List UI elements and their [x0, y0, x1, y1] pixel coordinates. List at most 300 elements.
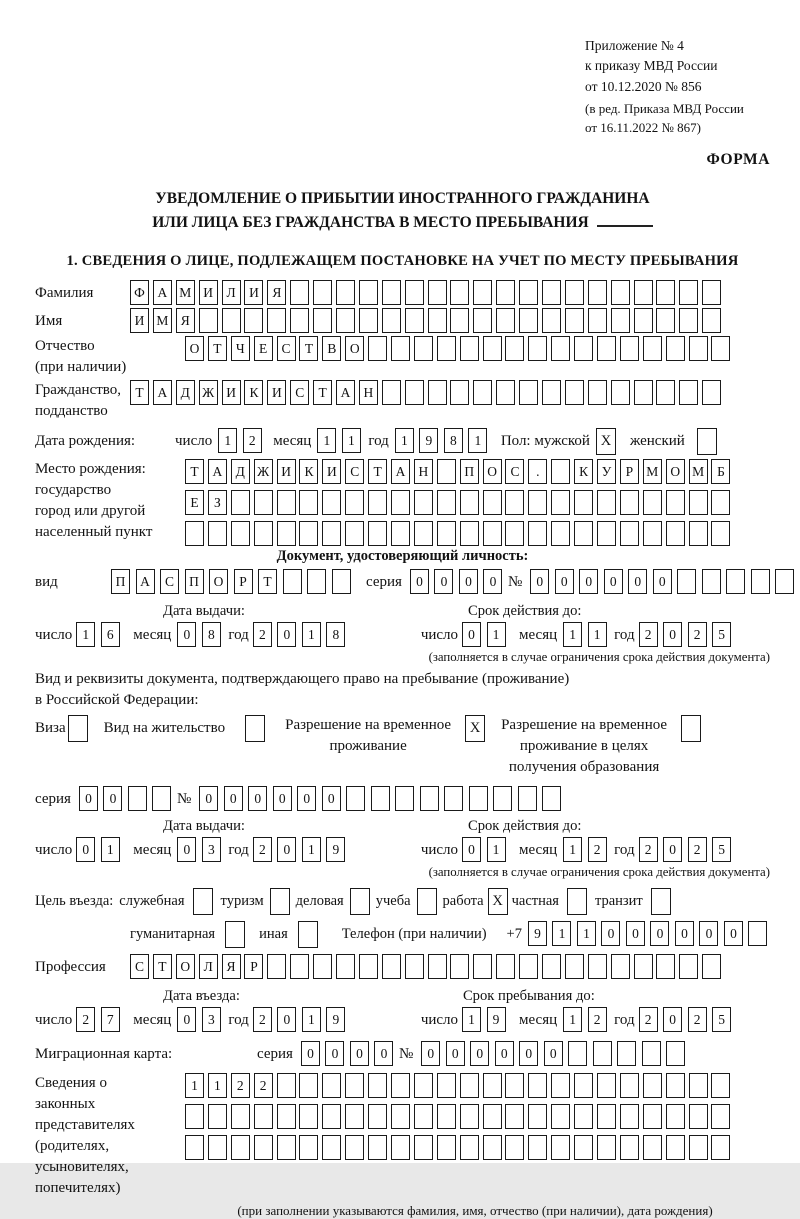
- char-box: [483, 521, 502, 546]
- representatives-boxes: [185, 1073, 734, 1160]
- char-box: [565, 954, 584, 979]
- char-box: А: [336, 380, 355, 405]
- char-box: [689, 1073, 708, 1098]
- char-box: М: [153, 308, 172, 333]
- char-box: 0: [410, 569, 429, 594]
- char-box: 1: [563, 622, 582, 647]
- char-box: [593, 1041, 612, 1066]
- citizenship-label-line-1: Гражданство,: [35, 382, 122, 399]
- temp-permit-label-line-1: Разрешение на временное: [285, 717, 452, 734]
- char-box: [254, 521, 273, 546]
- char-box: И: [277, 459, 296, 484]
- char-box: 1: [302, 622, 321, 647]
- char-box: 0: [519, 1041, 538, 1066]
- char-box: [643, 336, 662, 361]
- char-box: [588, 380, 607, 405]
- char-box: [611, 280, 630, 305]
- char-box: [382, 954, 401, 979]
- residence-permit-label: Вид на жительство: [103, 720, 226, 737]
- char-box: 0: [297, 786, 316, 811]
- char-box: [368, 1104, 387, 1129]
- citizenship-row: [35, 380, 770, 422]
- char-box: [283, 569, 302, 594]
- char-box: [450, 380, 469, 405]
- residence-issue-month-boxes: [177, 837, 226, 862]
- char-box: [597, 336, 616, 361]
- birth-month-boxes: [317, 428, 366, 453]
- char-box: [611, 954, 630, 979]
- char-box: [568, 1041, 587, 1066]
- char-box: [666, 1041, 685, 1066]
- identity-doc-number-label: №: [507, 574, 523, 591]
- char-box: [679, 308, 698, 333]
- char-box: А: [391, 459, 410, 484]
- char-box: [505, 490, 524, 515]
- char-box: [405, 380, 424, 405]
- char-box: [185, 1104, 204, 1129]
- char-box: 1: [588, 622, 607, 647]
- char-box: 0: [199, 786, 218, 811]
- char-box: [414, 1104, 433, 1129]
- char-box: [391, 1073, 410, 1098]
- identity-doc-type-boxes: [111, 569, 356, 594]
- char-box: [528, 1073, 547, 1098]
- sex-male-label: Пол: мужской: [500, 433, 590, 450]
- char-box: 0: [653, 569, 672, 594]
- char-box: [677, 569, 696, 594]
- char-box: [574, 1135, 593, 1160]
- char-box: [332, 569, 351, 594]
- char-box: [322, 490, 341, 515]
- char-box: 1: [563, 1007, 582, 1032]
- char-box: [428, 308, 447, 333]
- char-box: [368, 336, 387, 361]
- char-box: 8: [444, 428, 463, 453]
- char-box: [382, 380, 401, 405]
- char-box: [588, 308, 607, 333]
- char-box: [208, 521, 227, 546]
- char-box: 1: [342, 428, 361, 453]
- char-box: [473, 954, 492, 979]
- char-box: 1: [218, 428, 237, 453]
- char-box: 0: [277, 1007, 296, 1032]
- month-label: месяц: [519, 842, 558, 859]
- char-box: И: [322, 459, 341, 484]
- char-box: [574, 1073, 593, 1098]
- representatives-label-line-1: Сведения о: [35, 1075, 107, 1092]
- char-box: [542, 308, 561, 333]
- char-box: С: [290, 380, 309, 405]
- char-box: [496, 380, 515, 405]
- appendix-header: [585, 36, 770, 137]
- char-box: [382, 280, 401, 305]
- char-box: [437, 336, 456, 361]
- char-box: [460, 490, 479, 515]
- char-box: 0: [177, 622, 196, 647]
- char-box: [391, 1104, 410, 1129]
- edu-permit-label-line-2: проживание в целях: [519, 738, 649, 755]
- stay-month-boxes: [563, 1007, 612, 1032]
- char-box: И: [130, 308, 149, 333]
- char-box: И: [222, 380, 241, 405]
- char-box: [597, 490, 616, 515]
- char-box: О: [483, 459, 502, 484]
- char-box: Я: [176, 308, 195, 333]
- char-box: [689, 521, 708, 546]
- char-box: 1: [208, 1073, 227, 1098]
- purpose-work-label: работа: [442, 893, 484, 910]
- char-box: [483, 336, 502, 361]
- char-box: [313, 954, 332, 979]
- purpose-humanitarian-label: гуманитарная: [130, 926, 216, 943]
- char-box: [551, 1104, 570, 1129]
- day-label: число: [420, 1012, 459, 1029]
- char-box: 0: [462, 622, 481, 647]
- char-box: [505, 1135, 524, 1160]
- migration-number-boxes: [421, 1041, 691, 1066]
- char-box: 9: [326, 837, 345, 862]
- char-box: [528, 1135, 547, 1160]
- char-box: 0: [322, 786, 341, 811]
- char-box: Ж: [254, 459, 273, 484]
- entry-purpose-row: [35, 888, 770, 915]
- char-box: [313, 280, 332, 305]
- char-box: [231, 1135, 250, 1160]
- char-box: [346, 786, 365, 811]
- char-box: Р: [244, 954, 263, 979]
- entry-date-header: Дата въезда:: [163, 988, 240, 1005]
- char-box: С: [277, 336, 296, 361]
- char-box: 1: [468, 428, 487, 453]
- char-box: [231, 490, 250, 515]
- char-box: 9: [419, 428, 438, 453]
- char-box: [359, 280, 378, 305]
- char-box: 0: [446, 1041, 465, 1066]
- char-box: [528, 1104, 547, 1129]
- char-box: [634, 380, 653, 405]
- char-box: Я: [222, 954, 241, 979]
- char-box: 0: [224, 786, 243, 811]
- char-box: М: [689, 459, 708, 484]
- char-box: 0: [103, 786, 122, 811]
- day-label: число: [420, 842, 459, 859]
- identity-doc-date-headers: [35, 603, 770, 620]
- char-box: Т: [153, 954, 172, 979]
- char-box: [574, 490, 593, 515]
- month-label: месяц: [519, 627, 558, 644]
- char-box: [290, 308, 309, 333]
- birth-place-label-line-1: Место рождения:: [35, 461, 146, 478]
- citizenship-label-line-2: подданство: [35, 403, 108, 420]
- char-box: [254, 1135, 273, 1160]
- residence-issue-year-boxes: [253, 837, 351, 862]
- surname-label: Фамилия: [35, 285, 94, 302]
- char-box: [208, 1104, 227, 1129]
- char-box: [505, 1073, 524, 1098]
- char-box: П: [460, 459, 479, 484]
- char-box: 0: [544, 1041, 563, 1066]
- entry-day-boxes: [76, 1007, 125, 1032]
- char-box: 0: [301, 1041, 320, 1066]
- char-box: 9: [487, 1007, 506, 1032]
- char-box: [199, 308, 218, 333]
- checkbox-purpose-work: X: [488, 888, 508, 915]
- birth-place-boxes: [185, 459, 734, 546]
- char-box: [405, 308, 424, 333]
- edu-permit-label-line-3: получения образования: [508, 759, 660, 776]
- char-box: [542, 954, 561, 979]
- char-box: 5: [712, 837, 731, 862]
- migration-card-row: [35, 1041, 770, 1067]
- year-label: год: [228, 842, 249, 859]
- month-label: месяц: [273, 433, 312, 450]
- char-box: [551, 459, 570, 484]
- char-box: 0: [699, 921, 718, 946]
- char-box: [267, 954, 286, 979]
- char-box: 1: [185, 1073, 204, 1098]
- char-box: 2: [253, 1007, 272, 1032]
- char-box: [588, 954, 607, 979]
- representatives-label-line-2: законных: [35, 1096, 96, 1113]
- purpose-tourism-label: туризм: [220, 893, 264, 910]
- char-box: 2: [243, 428, 262, 453]
- char-box: 0: [277, 837, 296, 862]
- char-box: [620, 490, 639, 515]
- stay-year-boxes: [639, 1007, 737, 1032]
- char-box: [711, 1104, 730, 1129]
- residence-number-boxes: [199, 786, 567, 811]
- char-box: [405, 280, 424, 305]
- residence-expiry-year-boxes: [639, 837, 737, 862]
- form-title-line-2: ИЛИ ЛИЦА БЕЗ ГРАЖДАНСТВА В МЕСТО ПРЕБЫВАНИЯ: [152, 214, 589, 232]
- char-box: 0: [663, 837, 682, 862]
- char-box: Я: [267, 280, 286, 305]
- char-box: К: [244, 380, 263, 405]
- profession-boxes: [130, 954, 725, 979]
- char-box: [307, 569, 326, 594]
- char-box: [643, 1104, 662, 1129]
- identity-expiry-header: Срок действия до:: [467, 603, 582, 620]
- phone-label: Телефон (при наличии): [341, 926, 487, 943]
- char-box: О: [176, 954, 195, 979]
- char-box: М: [176, 280, 195, 305]
- char-box: [620, 336, 639, 361]
- char-box: [642, 1041, 661, 1066]
- representatives-label-line-5: усыновителях,: [35, 1159, 129, 1176]
- char-box: [391, 521, 410, 546]
- representatives-label: [35, 1073, 185, 1199]
- residence-doc-line-2: в Российской Федерации:: [35, 692, 199, 709]
- char-box: 2: [688, 622, 707, 647]
- char-box: [611, 380, 630, 405]
- char-box: [711, 490, 730, 515]
- identity-doc-dates-row: [35, 622, 770, 648]
- representatives-label-line-6: попечителях): [35, 1180, 121, 1197]
- year-label: год: [368, 433, 389, 450]
- char-box: 1: [302, 1007, 321, 1032]
- residence-expiry-note: (заполняется в случае ограничения срока действия документа): [428, 865, 770, 880]
- char-box: [634, 308, 653, 333]
- char-box: [128, 786, 147, 811]
- char-box: 0: [628, 569, 647, 594]
- char-box: [496, 954, 515, 979]
- day-label: число: [35, 842, 73, 859]
- char-box: 1: [563, 837, 582, 862]
- char-box: [711, 1135, 730, 1160]
- char-box: И: [199, 280, 218, 305]
- year-label: год: [228, 1012, 249, 1029]
- patronymic-row: [35, 336, 770, 378]
- migration-series-label: серия: [257, 1046, 293, 1063]
- temp-permit-label-line-2: проживание: [329, 738, 407, 755]
- char-box: [322, 521, 341, 546]
- char-box: З: [208, 490, 227, 515]
- checkbox-purpose-study: [417, 888, 437, 915]
- char-box: [368, 521, 387, 546]
- entry-year-boxes: [253, 1007, 351, 1032]
- patronymic-label: [35, 336, 185, 378]
- char-box: [277, 490, 296, 515]
- char-box: [185, 1135, 204, 1160]
- entry-date-headers: [35, 988, 770, 1005]
- char-box: [528, 336, 547, 361]
- stay-day-boxes: [462, 1007, 511, 1032]
- char-box: [359, 954, 378, 979]
- char-box: А: [153, 380, 172, 405]
- char-box: [711, 1073, 730, 1098]
- char-box: Е: [254, 336, 273, 361]
- char-box: [620, 1073, 639, 1098]
- residence-series-boxes: [79, 786, 177, 811]
- char-box: О: [345, 336, 364, 361]
- char-box: 0: [459, 569, 478, 594]
- char-box: [368, 1073, 387, 1098]
- char-box: [656, 380, 675, 405]
- representatives-boxes-row-3: [185, 1135, 734, 1160]
- birth-place-boxes-row-2: [185, 490, 734, 515]
- char-box: [775, 569, 794, 594]
- appendix-line-4: (в ред. Приказа МВД России: [585, 100, 744, 116]
- checkbox-female: [697, 428, 717, 455]
- char-box: 2: [588, 837, 607, 862]
- char-box: [711, 521, 730, 546]
- char-box: [689, 336, 708, 361]
- char-box: 1: [395, 428, 414, 453]
- appendix-line-3: от 10.12.2020 № 856: [585, 78, 702, 94]
- char-box: [565, 280, 584, 305]
- identity-issue-day-boxes: [76, 622, 125, 647]
- char-box: 0: [79, 786, 98, 811]
- char-box: [597, 1073, 616, 1098]
- migration-series-boxes: [301, 1041, 399, 1066]
- char-box: 1: [462, 1007, 481, 1032]
- char-box: У: [597, 459, 616, 484]
- birth-place-row: [35, 459, 770, 546]
- checkbox-visa: [68, 715, 88, 742]
- char-box: Н: [414, 459, 433, 484]
- surname-boxes: [130, 280, 725, 305]
- char-box: [336, 280, 355, 305]
- char-box: 0: [421, 1041, 440, 1066]
- birth-place-boxes-row-1: [185, 459, 734, 484]
- char-box: [679, 954, 698, 979]
- char-box: [395, 786, 414, 811]
- char-box: [620, 1104, 639, 1129]
- char-box: Д: [176, 380, 195, 405]
- birth-place-label-line-4: населенный пункт: [35, 524, 153, 541]
- char-box: [473, 380, 492, 405]
- char-box: [689, 1135, 708, 1160]
- char-box: 1: [552, 921, 571, 946]
- char-box: Ж: [199, 380, 218, 405]
- day-label: число: [420, 627, 459, 644]
- char-box: 3: [202, 837, 221, 862]
- birth-place-boxes-row-3: [185, 521, 734, 546]
- birth-place-label: [35, 459, 185, 543]
- blank-underline: [597, 212, 653, 228]
- entry-purpose-label: Цель въезда:: [35, 893, 114, 910]
- stay-until-header: Срок пребывания до:: [462, 988, 595, 1005]
- char-box: [414, 1135, 433, 1160]
- char-box: 0: [626, 921, 645, 946]
- checkbox-purpose-business: [350, 888, 370, 915]
- char-box: [345, 1104, 364, 1129]
- char-box: .: [528, 459, 547, 484]
- char-box: [643, 521, 662, 546]
- migration-card-label: Миграционная карта:: [35, 1046, 173, 1063]
- char-box: 2: [639, 622, 658, 647]
- char-box: 2: [253, 622, 272, 647]
- char-box: О: [185, 336, 204, 361]
- char-box: 0: [462, 837, 481, 862]
- char-box: [679, 380, 698, 405]
- char-box: Т: [208, 336, 227, 361]
- firstname-row: [35, 308, 770, 334]
- char-box: 0: [177, 837, 196, 862]
- char-box: 0: [724, 921, 743, 946]
- char-box: [519, 954, 538, 979]
- checkbox-purpose-official: [193, 888, 213, 915]
- migration-number-label: №: [398, 1046, 414, 1063]
- identity-doc-number-boxes: [530, 569, 800, 594]
- char-box: 0: [579, 569, 598, 594]
- char-box: [528, 521, 547, 546]
- char-box: О: [666, 459, 685, 484]
- form-title: [35, 187, 770, 235]
- char-box: [620, 521, 639, 546]
- char-box: [689, 1104, 708, 1129]
- residence-doc-options-row: [35, 715, 770, 778]
- patronymic-boxes: [185, 336, 734, 361]
- char-box: И: [244, 280, 263, 305]
- char-box: [483, 1104, 502, 1129]
- char-box: 2: [588, 1007, 607, 1032]
- char-box: 0: [675, 921, 694, 946]
- char-box: [460, 1104, 479, 1129]
- phone-boxes: [528, 921, 773, 946]
- sex-female-label: женский: [629, 433, 685, 450]
- char-box: [702, 954, 721, 979]
- char-box: [345, 490, 364, 515]
- char-box: [620, 1135, 639, 1160]
- char-box: [345, 1135, 364, 1160]
- char-box: [460, 1135, 479, 1160]
- checkbox-temp-permit: X: [465, 715, 485, 742]
- checkbox-purpose-transit: [651, 888, 671, 915]
- purpose-private-label: частная: [511, 893, 559, 910]
- char-box: 2: [253, 837, 272, 862]
- residence-number-label: №: [176, 791, 192, 808]
